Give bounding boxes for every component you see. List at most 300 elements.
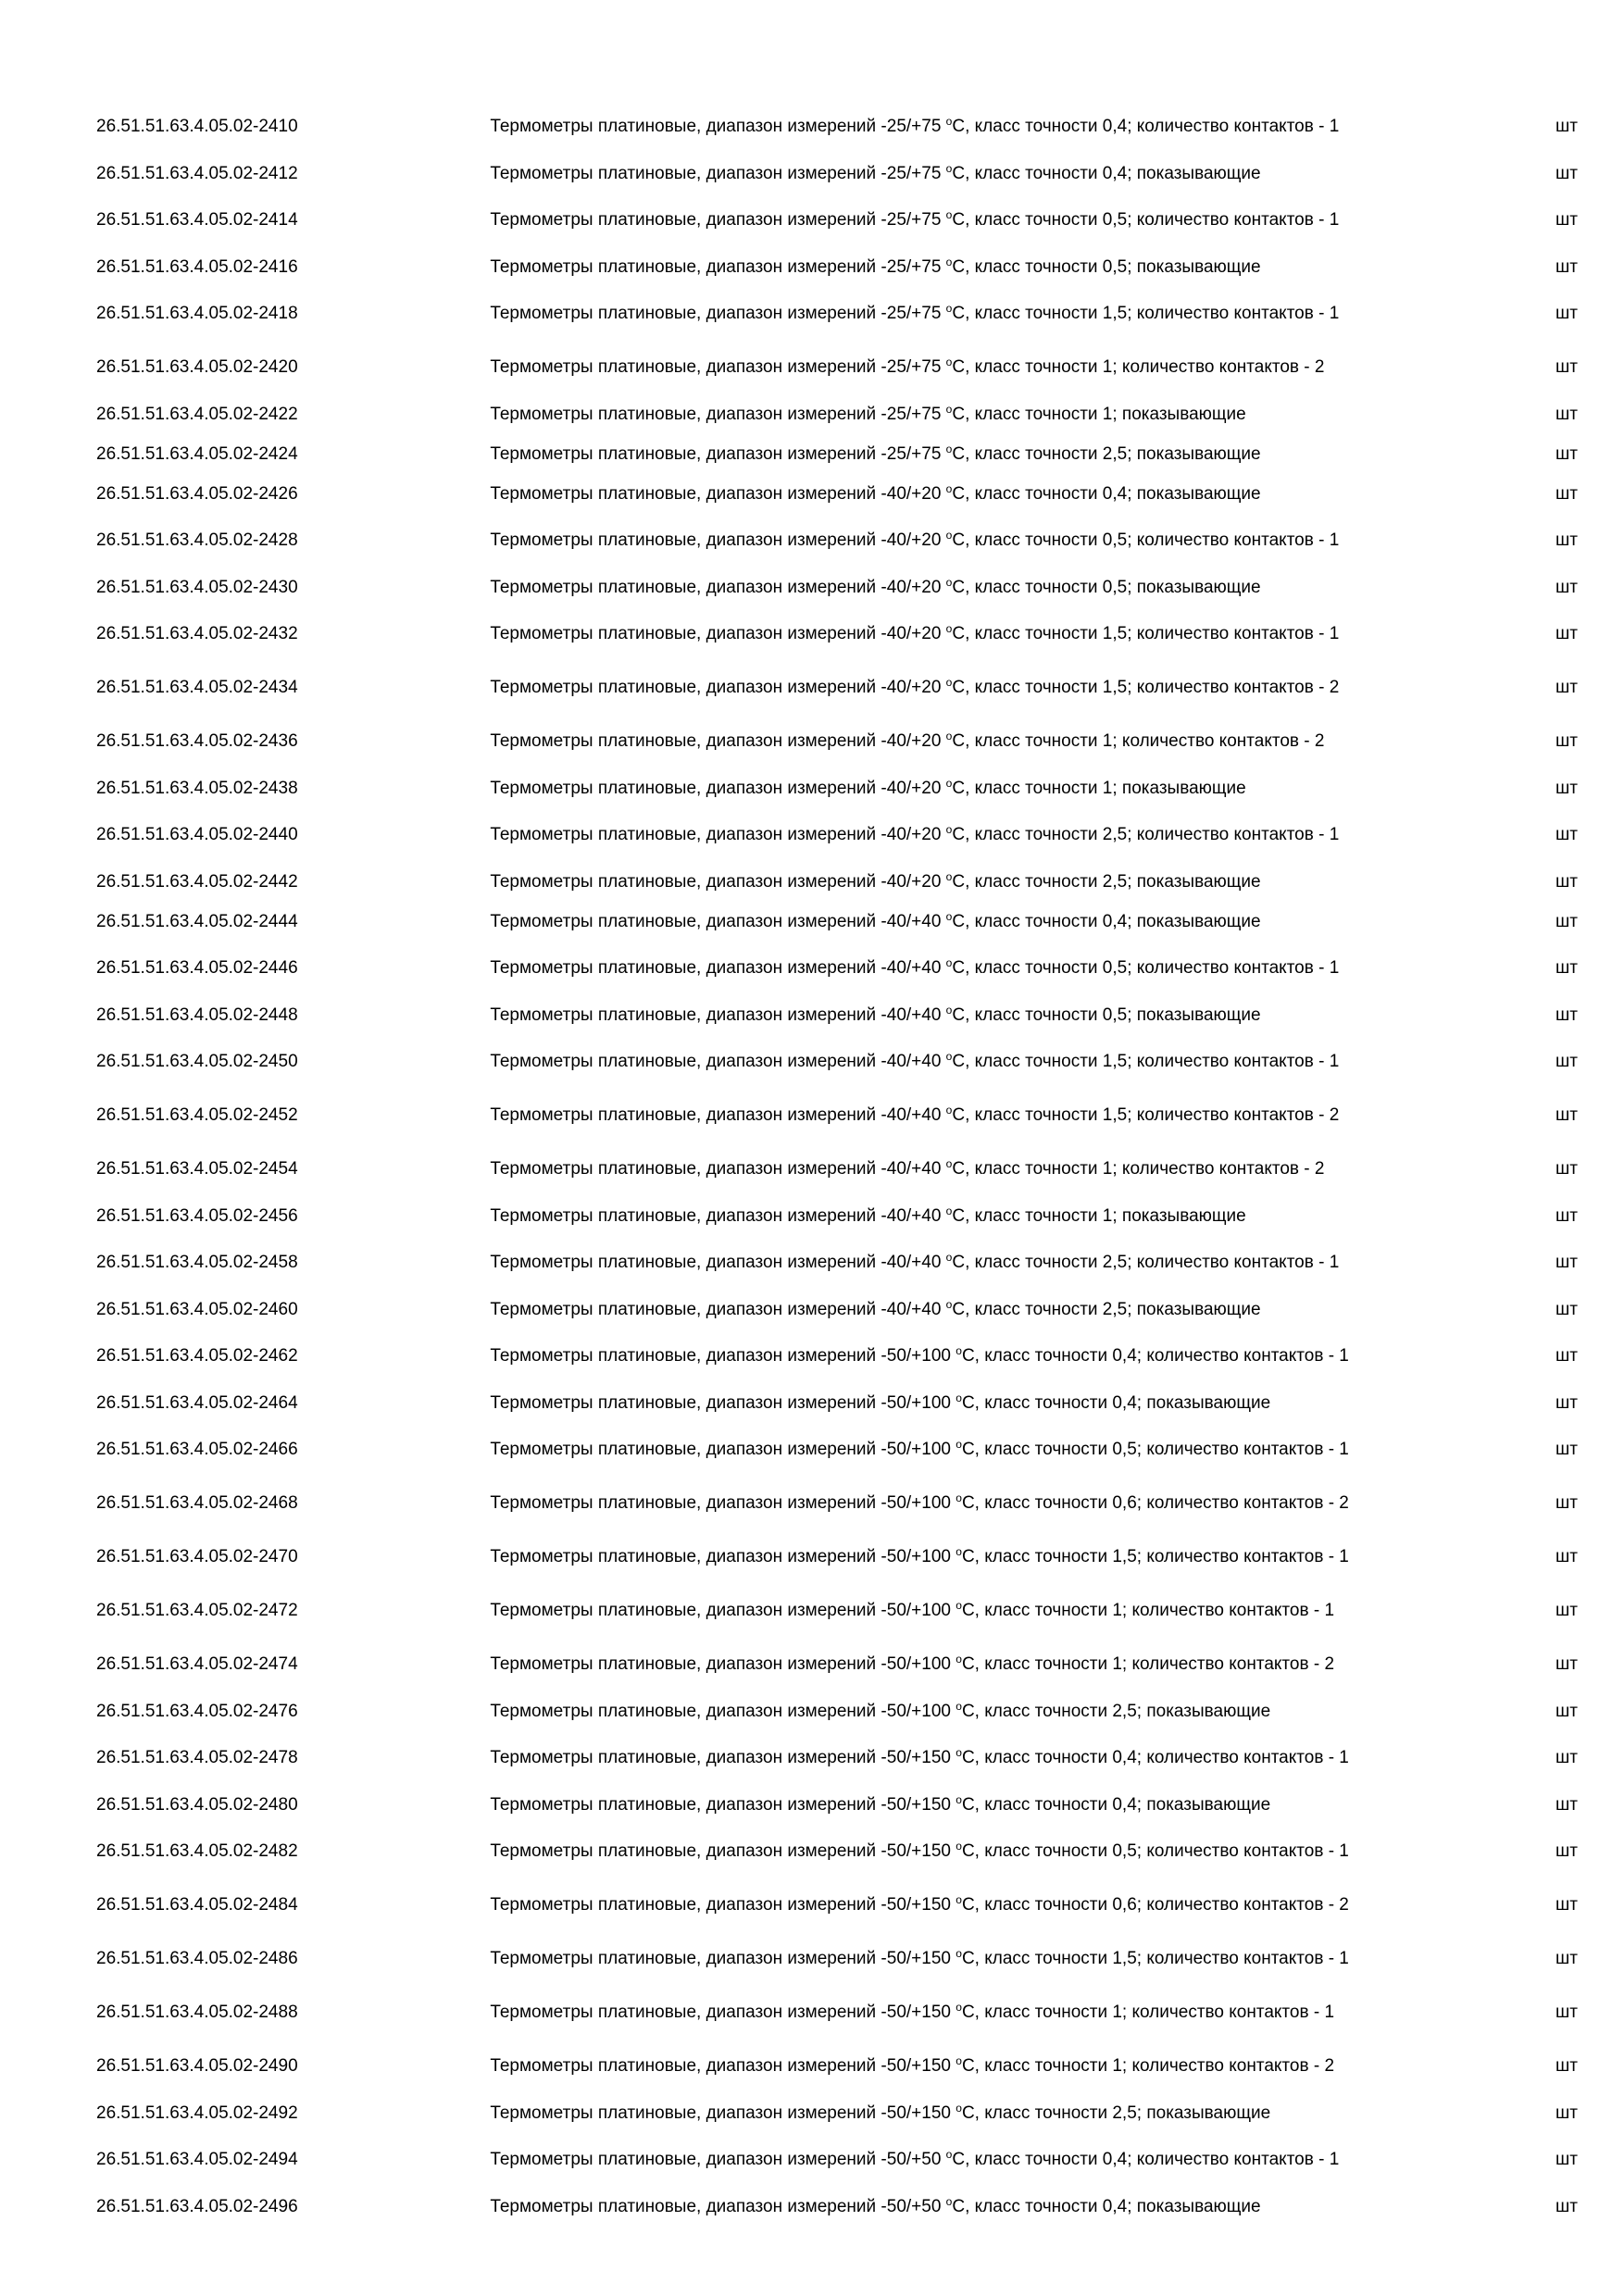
description-suffix: С, класс точности 0,5; количество контактов - 1 [961, 1841, 1349, 1861]
description-suffix: С, класс точности 0,4; количество контактов - 1 [961, 1748, 1349, 1767]
unit-of-measure: шт [1555, 1748, 1578, 1767]
description-prefix: Термометры платиновые, диапазон измерений -50/+100 [490, 1601, 956, 1620]
item-code: 26.51.51.63.4.05.02-2460 [96, 1299, 298, 1319]
description-prefix: Термометры платиновые, диапазон измерений -40/+20 [490, 678, 946, 697]
description-suffix: С, класс точности 2,5; показывающие [961, 2103, 1271, 2123]
description-prefix: Термометры платиновые, диапазон измерений -50/+50 [490, 2150, 946, 2169]
unit-of-measure: шт [1555, 483, 1578, 504]
item-code: 26.51.51.63.4.05.02-2416 [96, 256, 298, 277]
table-row [96, 434, 1578, 474]
item-code: 26.51.51.63.4.05.02-2472 [96, 1601, 298, 1620]
item-description [490, 247, 1474, 287]
item-code: 26.51.51.63.4.05.02-2422 [96, 404, 298, 424]
item-description [490, 1530, 1474, 1584]
degree-mark: о [945, 442, 953, 455]
description-prefix: Термометры платиновые, диапазон измерений -40/+40 [490, 911, 946, 931]
item-description [490, 607, 1474, 661]
unit-of-measure: шт [1555, 1392, 1578, 1413]
item-code: 26.51.51.63.4.05.02-2464 [96, 1392, 298, 1413]
item-description [490, 1383, 1474, 1423]
description-suffix: С, класс точности 0,4; показывающие [961, 1794, 1271, 1815]
unit-of-measure: шт [1555, 778, 1578, 798]
description-prefix: Термометры платиновые, диапазон измерений -50/+150 [490, 1794, 956, 1815]
description-suffix: С, класс точности 0,5; количество контактов - 1 [952, 958, 1340, 978]
description-prefix: Термометры платиновые, диапазон измерений -40/+20 [490, 825, 946, 844]
item-description [490, 394, 1474, 434]
table-row [96, 1089, 1578, 1142]
description-prefix: Термометры платиновые, диапазон измерений -40/+40 [490, 958, 946, 978]
description-suffix: С, класс точности 1; количество контактов - 2 [961, 2056, 1335, 2076]
unit-of-measure: шт [1555, 1299, 1578, 1319]
item-description [490, 341, 1474, 394]
table-row [96, 942, 1578, 995]
degree-mark: о [945, 529, 953, 542]
description-suffix: С, класс точности 0,5; количество контактов - 1 [952, 210, 1340, 230]
description-prefix: Термометры платиновые, диапазон измерений -40/+20 [490, 624, 946, 643]
item-description [490, 2187, 1474, 2227]
degree-mark: о [945, 1204, 953, 1217]
table-row [96, 1142, 1578, 1196]
table-row [96, 193, 1578, 247]
unit-of-measure: шт [1555, 443, 1578, 464]
description-suffix: С, класс точности 1; количество контактов - 2 [961, 1654, 1335, 1674]
degree-mark: о [945, 208, 953, 221]
item-code: 26.51.51.63.4.05.02-2450 [96, 1052, 298, 1071]
unit-of-measure: шт [1555, 1701, 1578, 1721]
item-description [490, 2093, 1474, 2133]
item-description [490, 568, 1474, 607]
table-row [96, 514, 1578, 568]
description-prefix: Термометры платиновые, диапазон измерений -50/+100 [490, 1493, 956, 1513]
item-description [490, 193, 1474, 247]
table-row [96, 768, 1578, 808]
description-prefix: Термометры платиновые, диапазон измерений -25/+75 [490, 404, 946, 424]
table-row [96, 2133, 1578, 2187]
unit-of-measure: шт [1555, 624, 1578, 643]
description-suffix: С, класс точности 1; количество контактов - 1 [961, 2003, 1335, 2022]
table-row [96, 1196, 1578, 1236]
unit-of-measure: шт [1555, 731, 1578, 751]
item-code: 26.51.51.63.4.05.02-2480 [96, 1794, 298, 1815]
table-row [96, 1932, 1578, 1986]
unit-of-measure: шт [1555, 1105, 1578, 1125]
item-code: 26.51.51.63.4.05.02-2492 [96, 2103, 298, 2123]
degree-mark: о [956, 1699, 962, 1713]
item-code: 26.51.51.63.4.05.02-2482 [96, 1841, 298, 1861]
degree-mark: о [945, 1003, 953, 1017]
catalog-table [96, 100, 1578, 2227]
item-code: 26.51.51.63.4.05.02-2428 [96, 530, 298, 550]
table-row [96, 902, 1578, 942]
description-suffix: С, класс точности 1; показывающие [952, 778, 1246, 798]
item-code: 26.51.51.63.4.05.02-2458 [96, 1253, 298, 1272]
unit-of-measure: шт [1555, 117, 1578, 136]
unit-of-measure: шт [1555, 1004, 1578, 1025]
catalog-rows [96, 100, 1578, 2227]
item-code: 26.51.51.63.4.05.02-2414 [96, 210, 298, 230]
description-suffix: С, класс точности 0,5; количество контактов - 1 [961, 1440, 1349, 1459]
unit-of-measure: шт [1555, 357, 1578, 377]
unit-of-measure: шт [1555, 1205, 1578, 1226]
item-code: 26.51.51.63.4.05.02-2494 [96, 2150, 298, 2169]
item-code: 26.51.51.63.4.05.02-2456 [96, 1205, 298, 1226]
description-suffix: С, класс точности 1,5; количество контактов - 1 [952, 624, 1340, 643]
degree-mark: о [956, 1491, 962, 1504]
item-code: 26.51.51.63.4.05.02-2446 [96, 958, 298, 978]
table-row [96, 1785, 1578, 1825]
degree-mark: о [945, 909, 953, 923]
degree-mark: о [956, 2101, 962, 2115]
description-suffix: С, класс точности 2,5; количество контактов - 1 [952, 1253, 1340, 1272]
unit-of-measure: шт [1555, 2056, 1578, 2076]
description-prefix: Термометры платиновые, диапазон измерений -25/+75 [490, 443, 946, 464]
description-suffix: С, класс точности 0,5; показывающие [952, 577, 1261, 597]
table-row [96, 607, 1578, 661]
description-prefix: Термометры платиновые, диапазон измерений -50/+150 [490, 1841, 956, 1861]
degree-mark: о [945, 1104, 953, 1117]
item-description [490, 1584, 1474, 1638]
item-code: 26.51.51.63.4.05.02-2420 [96, 357, 298, 377]
degree-mark: о [956, 1438, 962, 1451]
description-suffix: С, класс точности 0,5; количество контактов - 1 [952, 530, 1340, 550]
item-code: 26.51.51.63.4.05.02-2488 [96, 2003, 298, 2022]
item-description [490, 434, 1474, 474]
description-prefix: Термометры платиновые, диапазон измерений -40/+40 [490, 1205, 946, 1226]
description-suffix: С, класс точности 1; количество контактов - 2 [952, 357, 1325, 377]
item-code: 26.51.51.63.4.05.02-2448 [96, 1004, 298, 1025]
item-description [490, 2040, 1474, 2093]
unit-of-measure: шт [1555, 210, 1578, 230]
description-suffix: С, класс точности 0,5; показывающие [952, 256, 1261, 277]
description-suffix: С, класс точности 1,5; количество контактов - 1 [952, 304, 1340, 323]
table-row [96, 1477, 1578, 1530]
description-suffix: С, класс точности 1,5; количество контактов - 2 [952, 1105, 1340, 1125]
description-suffix: С, класс точности 2,5; количество контактов - 1 [952, 825, 1340, 844]
item-description [490, 2133, 1474, 2187]
item-description [490, 1986, 1474, 2040]
unit-of-measure: шт [1555, 530, 1578, 550]
unit-of-measure: шт [1555, 1493, 1578, 1513]
degree-mark: о [945, 575, 953, 589]
description-suffix: С, класс точности 1,5; количество контактов - 1 [961, 1949, 1349, 1968]
item-description [490, 1731, 1474, 1785]
item-code: 26.51.51.63.4.05.02-2476 [96, 1701, 298, 1721]
table-row [96, 394, 1578, 434]
description-prefix: Термометры платиновые, диапазон измерений -50/+100 [490, 1392, 956, 1413]
degree-mark: о [956, 2054, 962, 2067]
unit-of-measure: шт [1555, 1440, 1578, 1459]
table-row [96, 1584, 1578, 1638]
table-row [96, 154, 1578, 193]
item-description [490, 995, 1474, 1035]
degree-mark: о [945, 869, 953, 883]
item-code: 26.51.51.63.4.05.02-2452 [96, 1105, 298, 1125]
item-description [490, 1236, 1474, 1290]
table-row [96, 568, 1578, 607]
description-prefix: Термометры платиновые, диапазон измерений -50/+150 [490, 1895, 956, 1915]
table-row [96, 247, 1578, 287]
degree-mark: о [945, 2194, 953, 2208]
description-prefix: Термометры платиновые, диапазон измерений -40/+20 [490, 871, 946, 892]
table-row [96, 1691, 1578, 1731]
table-row [96, 341, 1578, 394]
item-description [490, 862, 1474, 902]
description-prefix: Термометры платиновые, диапазон измерений -50/+100 [490, 1654, 956, 1674]
item-description [490, 661, 1474, 715]
item-code: 26.51.51.63.4.05.02-2478 [96, 1748, 298, 1767]
unit-of-measure: шт [1555, 2196, 1578, 2216]
description-suffix: С, класс точности 2,5; показывающие [952, 871, 1261, 892]
description-prefix: Термометры платиновые, диапазон измерений -40/+20 [490, 778, 946, 798]
degree-mark: о [945, 1297, 953, 1311]
unit-of-measure: шт [1555, 1794, 1578, 1815]
item-description [490, 808, 1474, 862]
unit-of-measure: шт [1555, 1949, 1578, 1968]
unit-of-measure: шт [1555, 404, 1578, 424]
description-prefix: Термометры платиновые, диапазон измерений -50/+100 [490, 1440, 956, 1459]
item-code: 26.51.51.63.4.05.02-2454 [96, 1159, 298, 1179]
item-description [490, 514, 1474, 568]
unit-of-measure: шт [1555, 2003, 1578, 2022]
table-row [96, 1329, 1578, 1383]
item-description [490, 474, 1474, 514]
item-description [490, 1423, 1474, 1477]
description-prefix: Термометры платиновые, диапазон измерений -25/+75 [490, 210, 946, 230]
item-code: 26.51.51.63.4.05.02-2410 [96, 117, 298, 136]
item-code: 26.51.51.63.4.05.02-2440 [96, 825, 298, 844]
degree-mark: о [956, 1653, 962, 1666]
degree-mark: о [945, 676, 953, 689]
item-code: 26.51.51.63.4.05.02-2462 [96, 1346, 298, 1366]
degree-mark: о [956, 1746, 962, 1759]
description-suffix: С, класс точности 1; количество контактов - 2 [952, 731, 1325, 751]
item-code: 26.51.51.63.4.05.02-2424 [96, 443, 298, 464]
table-row [96, 2187, 1578, 2227]
unit-of-measure: шт [1555, 256, 1578, 277]
degree-mark: о [945, 776, 953, 790]
description-prefix: Термометры платиновые, диапазон измерений -25/+75 [490, 357, 946, 377]
table-row [96, 2040, 1578, 2093]
unit-of-measure: шт [1555, 1895, 1578, 1915]
description-suffix: С, класс точности 2,5; показывающие [961, 1701, 1271, 1721]
unit-of-measure: шт [1555, 958, 1578, 978]
item-description [490, 287, 1474, 341]
degree-mark: о [956, 1391, 962, 1404]
item-code: 26.51.51.63.4.05.02-2436 [96, 731, 298, 751]
degree-mark: о [945, 1157, 953, 1170]
unit-of-measure: шт [1555, 911, 1578, 931]
unit-of-measure: шт [1555, 871, 1578, 892]
description-prefix: Термометры платиновые, диапазон измерений -50/+150 [490, 2103, 956, 2123]
description-suffix: С, класс точности 0,4; показывающие [952, 911, 1261, 931]
unit-of-measure: шт [1555, 2150, 1578, 2169]
description-suffix: С, класс точности 0,4; показывающие [961, 1392, 1271, 1413]
description-suffix: С, класс точности 1; показывающие [952, 1205, 1246, 1226]
table-row [96, 100, 1578, 154]
degree-mark: о [945, 115, 953, 128]
item-description [490, 1290, 1474, 1329]
table-row [96, 1290, 1578, 1329]
item-description [490, 154, 1474, 193]
item-code: 26.51.51.63.4.05.02-2430 [96, 577, 298, 597]
item-description [490, 768, 1474, 808]
degree-mark: о [945, 255, 953, 268]
item-description [490, 1932, 1474, 1986]
description-prefix: Термометры платиновые, диапазон измерений -50/+100 [490, 1701, 956, 1721]
description-suffix: С, класс точности 0,4; показывающие [952, 483, 1261, 504]
description-prefix: Термометры платиновые, диапазон измерений -40/+40 [490, 1159, 946, 1179]
description-suffix: С, класс точности 1,5; количество контактов - 2 [952, 678, 1340, 697]
table-row [96, 1986, 1578, 2040]
degree-mark: о [945, 161, 953, 175]
unit-of-measure: шт [1555, 1253, 1578, 1272]
item-code: 26.51.51.63.4.05.02-2484 [96, 1895, 298, 1915]
degree-mark: о [945, 622, 953, 635]
degree-mark: о [945, 356, 953, 368]
table-row [96, 1638, 1578, 1691]
unit-of-measure: шт [1555, 1159, 1578, 1179]
item-code: 26.51.51.63.4.05.02-2442 [96, 871, 298, 892]
item-code: 26.51.51.63.4.05.02-2468 [96, 1493, 298, 1513]
degree-mark: о [956, 1792, 962, 1806]
item-code: 26.51.51.63.4.05.02-2496 [96, 2196, 298, 2216]
description-suffix: С, класс точности 2,5; показывающие [952, 443, 1261, 464]
description-suffix: С, класс точности 1; показывающие [952, 404, 1246, 424]
description-suffix: С, класс точности 0,4; показывающие [952, 2196, 1261, 2216]
description-suffix: С, класс точности 0,6; количество контактов - 2 [961, 1493, 1349, 1513]
description-suffix: С, класс точности 1; количество контактов - 1 [961, 1601, 1335, 1620]
description-suffix: С, класс точности 0,4; количество контактов - 1 [952, 2150, 1340, 2169]
description-prefix: Термометры платиновые, диапазон измерений -40/+20 [490, 577, 946, 597]
degree-mark: о [956, 1947, 962, 1960]
table-row [96, 287, 1578, 341]
item-description [490, 1638, 1474, 1691]
degree-mark: о [945, 481, 953, 495]
unit-of-measure: шт [1555, 1346, 1578, 1366]
unit-of-measure: шт [1555, 577, 1578, 597]
item-code: 26.51.51.63.4.05.02-2418 [96, 304, 298, 323]
item-description [490, 1878, 1474, 1932]
item-description [490, 1477, 1474, 1530]
table-row [96, 1035, 1578, 1089]
description-prefix: Термометры платиновые, диапазон измерений -50/+50 [490, 2196, 946, 2216]
description-suffix: С, класс точности 1,5; количество контактов - 1 [952, 1052, 1340, 1071]
description-prefix: Термометры платиновые, диапазон измерений -25/+75 [490, 163, 946, 183]
item-code: 26.51.51.63.4.05.02-2432 [96, 624, 298, 643]
item-code: 26.51.51.63.4.05.02-2470 [96, 1547, 298, 1566]
item-description [490, 715, 1474, 768]
item-code: 26.51.51.63.4.05.02-2412 [96, 163, 298, 183]
table-row [96, 715, 1578, 768]
item-description [490, 1196, 1474, 1236]
table-row [96, 1825, 1578, 1878]
item-description [490, 902, 1474, 942]
item-code: 26.51.51.63.4.05.02-2444 [96, 911, 298, 931]
item-description [490, 1691, 1474, 1731]
unit-of-measure: шт [1555, 163, 1578, 183]
description-prefix: Термометры платиновые, диапазон измерений -50/+150 [490, 1949, 956, 1968]
description-suffix: С, класс точности 0,6; количество контактов - 2 [961, 1895, 1349, 1915]
item-code: 26.51.51.63.4.05.02-2438 [96, 778, 298, 798]
description-prefix: Термометры платиновые, диапазон измерений -40/+20 [490, 530, 946, 550]
table-row [96, 808, 1578, 862]
degree-mark: о [945, 2148, 953, 2161]
table-row [96, 1878, 1578, 1932]
table-row [96, 1731, 1578, 1785]
unit-of-measure: шт [1555, 2103, 1578, 2123]
unit-of-measure: шт [1555, 1841, 1578, 1861]
description-suffix: С, класс точности 0,4; количество контактов - 1 [952, 117, 1340, 136]
table-row [96, 661, 1578, 715]
table-row [96, 1383, 1578, 1423]
description-prefix: Термометры платиновые, диапазон измерений -25/+75 [490, 304, 946, 323]
degree-mark: о [945, 402, 953, 416]
description-prefix: Термометры платиновые, диапазон измерений -40/+40 [490, 1004, 946, 1025]
table-row [96, 474, 1578, 514]
unit-of-measure: шт [1555, 1052, 1578, 1071]
item-description [490, 1825, 1474, 1878]
description-prefix: Термометры платиновые, диапазон измерений -50/+150 [490, 1748, 956, 1767]
description-suffix: С, класс точности 0,4; показывающие [952, 163, 1261, 183]
unit-of-measure: шт [1555, 1654, 1578, 1674]
item-description [490, 1785, 1474, 1825]
description-prefix: Термометры платиновые, диапазон измерений -40/+40 [490, 1052, 946, 1071]
item-code: 26.51.51.63.4.05.02-2466 [96, 1440, 298, 1459]
description-suffix: С, класс точности 2,5; показывающие [952, 1299, 1261, 1319]
item-description [490, 1089, 1474, 1142]
item-code: 26.51.51.63.4.05.02-2426 [96, 483, 298, 504]
degree-mark: о [945, 823, 953, 836]
degree-mark: о [945, 1251, 953, 1264]
table-row [96, 2093, 1578, 2133]
item-code: 26.51.51.63.4.05.02-2474 [96, 1654, 298, 1674]
description-prefix: Термометры платиновые, диапазон измерений -50/+100 [490, 1346, 956, 1366]
description-suffix: С, класс точности 1,5; количество контактов - 1 [961, 1547, 1349, 1566]
description-prefix: Термометры платиновые, диапазон измерений -50/+150 [490, 2056, 956, 2076]
degree-mark: о [956, 2001, 962, 2014]
description-suffix: С, класс точности 1; количество контактов - 2 [952, 1159, 1325, 1179]
description-prefix: Термометры платиновые, диапазон измерений -50/+100 [490, 1547, 956, 1566]
description-suffix: С, класс точности 0,4; количество контактов - 1 [961, 1346, 1349, 1366]
item-code: 26.51.51.63.4.05.02-2490 [96, 2056, 298, 2076]
table-row [96, 862, 1578, 902]
item-description [490, 942, 1474, 995]
unit-of-measure: шт [1555, 678, 1578, 697]
description-prefix: Термометры платиновые, диапазон измерений -40/+40 [490, 1253, 946, 1272]
description-prefix: Термометры платиновые, диапазон измерений -25/+75 [490, 117, 946, 136]
item-description [490, 100, 1474, 154]
degree-mark: о [956, 1893, 962, 1906]
degree-mark: о [956, 1344, 962, 1357]
degree-mark: о [956, 1545, 962, 1558]
table-row [96, 1423, 1578, 1477]
description-suffix: С, класс точности 0,5; показывающие [952, 1004, 1261, 1025]
degree-mark: о [945, 1050, 953, 1063]
item-description [490, 1329, 1474, 1383]
description-prefix: Термометры платиновые, диапазон измерений -25/+75 [490, 256, 946, 277]
degree-mark: о [956, 1599, 962, 1612]
description-prefix: Термометры платиновые, диапазон измерений -50/+150 [490, 2003, 956, 2022]
description-prefix: Термометры платиновые, диапазон измерений -40/+20 [490, 483, 946, 504]
description-prefix: Термометры платиновые, диапазон измерений -40/+40 [490, 1299, 946, 1319]
degree-mark: о [945, 730, 953, 742]
unit-of-measure: шт [1555, 1601, 1578, 1620]
description-prefix: Термометры платиновые, диапазон измерений -40/+40 [490, 1105, 946, 1125]
table-row [96, 1236, 1578, 1290]
degree-mark: о [945, 302, 953, 315]
table-row [96, 1530, 1578, 1584]
item-description [490, 1142, 1474, 1196]
